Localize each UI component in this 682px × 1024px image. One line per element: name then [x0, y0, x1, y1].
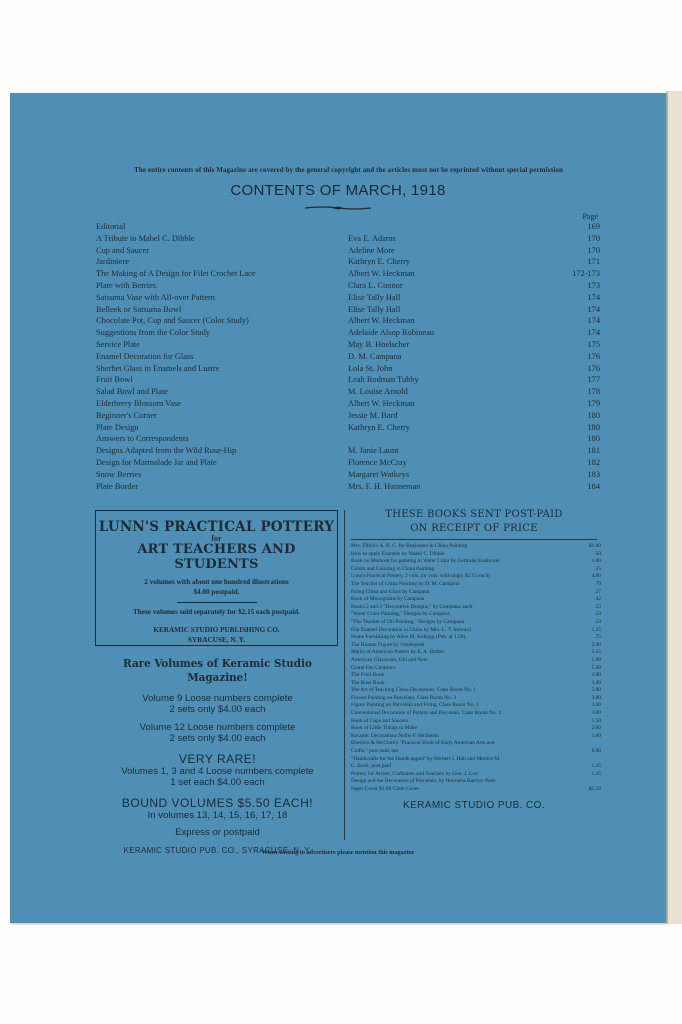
book-price: 3.00: [591, 672, 601, 679]
bound-volumes-heading: BOUND VOLUMES $5.50 EACH!: [121, 796, 314, 810]
contents-title: CONTENTS OF MARCH, 1918: [230, 182, 446, 199]
contents-page: 184: [587, 481, 600, 491]
contents-page: 180: [587, 410, 600, 420]
book-item: [347, 748, 601, 756]
contents-page: 174: [587, 292, 600, 302]
book-price: 3.00: [591, 710, 601, 717]
book-price: 5.00: [591, 664, 601, 671]
book-title: Home Furnishing by Alice M. Kellogg (Pub. at 1.50): [351, 634, 466, 641]
contents-row: [96, 304, 600, 316]
rare-heading: Rare Volumes of Keramic Studio Magazine!: [123, 656, 312, 684]
contents-title: Snow Berries: [96, 469, 142, 479]
book-price: 2.00: [591, 641, 601, 648]
book-price: 3.00: [591, 679, 601, 686]
book-price: .50: [594, 550, 601, 557]
book-item: [347, 634, 601, 642]
contents-author: Eva E. Adams: [348, 233, 396, 243]
contents-row: [96, 386, 600, 398]
contents-title: Belleek or Satsuma Bowl: [96, 304, 182, 314]
book-title: Figure Painting on Porcelain and Firing, Class Room No. 3: [351, 702, 479, 709]
contents-author: Lola St. John: [348, 363, 393, 373]
book-title: The Human Figure by Vanderpoel: [351, 641, 425, 648]
contents-author: Margaret Watkeys: [348, 469, 410, 479]
book-item: [347, 649, 601, 657]
contents-page: 174: [587, 304, 600, 314]
book-title: Book of Cups and Saucers: [351, 717, 409, 724]
contents-row: [96, 245, 600, 257]
book-title: Book of Little Things to Make: [351, 725, 417, 732]
contents-row: [96, 398, 600, 410]
contents-page: 180: [587, 434, 600, 444]
contents-author: M. Janie Launt: [348, 446, 399, 456]
book-price: 1.35: [591, 763, 601, 770]
book-item: [347, 786, 601, 794]
contents-page: 169: [587, 222, 600, 231]
contents-row: [96, 445, 600, 457]
lunn-for: for: [211, 534, 222, 543]
contents-title: Fruit Bowl: [96, 375, 133, 385]
contents-row: [96, 315, 600, 327]
contents-title: Service Plate: [96, 339, 140, 349]
vol134-line2: 1 set each $4.00 each: [170, 777, 265, 788]
book-title: Flower Painting on Porcelain, Class Room No. 2: [351, 694, 457, 701]
vol9-line1: Volume 9 Loose numbers complete: [142, 693, 293, 704]
contents-author: Mrs. F. H. Hanneman: [348, 481, 421, 491]
book-item: [347, 672, 601, 680]
contents-row: [96, 457, 600, 469]
magazine-page: [10, 93, 666, 923]
contents-row: [96, 422, 600, 434]
very-rare-heading: VERY RARE!: [178, 752, 257, 766]
book-title: Mrs. Filkin's A. B. C. for Beginners in China Painting: [351, 543, 468, 549]
book-title: Marks of American Potters by E. A. Barber: [351, 649, 445, 656]
book-item: [347, 756, 601, 764]
contents-page: 176: [587, 363, 600, 373]
book-title: The Teacher of China Painting by D. M. Campana: [351, 580, 460, 587]
contents-author: Kathryn E. Cherry: [348, 257, 411, 267]
contents-page: 181: [587, 446, 600, 456]
contents-author: May B. Hoelscher: [348, 339, 410, 349]
contents-title: Sherbet Glass in Enamels and Lustre: [96, 363, 220, 373]
contents-title: Answers to Correspondents: [96, 434, 189, 444]
contents-page: 180: [587, 422, 600, 432]
book-price: .42: [594, 596, 601, 603]
contents-row: [96, 280, 600, 292]
book-price: 1.00: [591, 732, 601, 739]
book-price: 2.00: [591, 725, 601, 732]
book-title: Colors and Coloring in China Painting: [351, 565, 435, 572]
contents-title: Suggestions from the Color Study: [96, 328, 210, 338]
contents-row: [96, 292, 600, 304]
lunn-volumes: 2 volumes with about one hundred illustrations: [144, 578, 289, 586]
contents-row: [96, 327, 600, 339]
copyright-notice: The entire contents of this Magazine are covered by the general copyright and the articles must not be reprinted without special permission: [134, 166, 563, 174]
book-title: Book of Monograms by Campana: [351, 596, 425, 603]
lunn-publisher: KERAMIC STUDIO PUBLISHING CO.: [153, 626, 280, 634]
book-title: The Rose Book: [351, 679, 385, 686]
vol12-line2: 2 sets only $4.00 each: [169, 733, 266, 744]
contents-row: [96, 410, 600, 422]
contents-author: Leah Rodman Tubby: [348, 375, 419, 385]
contents-title: Design for Marmalade Jar and Plate: [96, 457, 217, 467]
book-item: [347, 581, 601, 589]
contents-page: 179: [587, 398, 600, 408]
contents-page: 173: [587, 280, 600, 290]
rare-publisher: KERAMIC STUDIO PUB. CO., SYRACUSE, N. Y.: [123, 846, 312, 855]
contents-row: [96, 268, 600, 280]
contents-title: Designs Adapted from the Wild Rose-Hip: [96, 446, 237, 456]
book-title: Book on Methods for painting in Water Color by Gertrude Estabrook: [351, 558, 500, 565]
lunn-divider: [177, 602, 257, 603]
contents-row: [96, 339, 600, 351]
contents-author: Adelaide Alsop Robineau: [348, 328, 435, 338]
book-item: [347, 573, 601, 581]
book-price: 1.35: [591, 770, 601, 777]
book-price: .79: [594, 580, 601, 587]
book-item: [347, 627, 601, 635]
vol12-line1: Volume 12 Loose numbers complete: [139, 722, 296, 733]
book-price: 1.50: [591, 717, 601, 724]
book-item: [347, 657, 601, 665]
book-item: [347, 725, 601, 733]
contents-author: Albert W. Heckman: [348, 316, 415, 326]
lunn-title: LUNN'S PRACTICAL POTTERY: [98, 519, 335, 535]
contents-author: Jessie M. Bard: [348, 410, 398, 420]
books-rule: [351, 539, 597, 540]
book-price: .53: [594, 611, 601, 618]
book-price: .27: [594, 588, 601, 595]
book-item: [347, 619, 601, 627]
book-title: Crafts," post paid, net: [351, 748, 398, 755]
book-title: Eberlein & McClure's "Practical Book of Early American Arts and: [351, 740, 495, 747]
books-advertisement: [347, 508, 601, 811]
contents-page: 170: [587, 245, 600, 255]
contents-title: Cup and Saucer: [96, 245, 150, 255]
bound-volumes-list: In volumes 13, 14, 15, 16, 17, 18: [147, 810, 288, 821]
contents-author: Florence McCray: [348, 457, 407, 467]
rare-volumes-ad: [95, 656, 340, 855]
contents-row: [96, 256, 600, 268]
book-item: [347, 604, 601, 612]
book-item: [347, 763, 601, 771]
books-publisher: KERAMIC STUDIO PUB. CO.: [403, 799, 545, 811]
books-heading-1: THESE BOOKS SENT POST-PAID: [385, 509, 563, 520]
book-title: Lunn's Practical Pottery, 2 vols. (or vols. sold singly $2.15 each): [351, 573, 490, 580]
book-title: Paper Cover $1.00 Cloth Cover: [351, 786, 420, 792]
book-item: [347, 710, 601, 718]
book-price: 4.00: [591, 573, 601, 580]
book-price: 1.00: [591, 558, 601, 565]
express-line: Express or postpaid: [175, 827, 260, 838]
contents-page: 177: [587, 375, 600, 385]
contents-author: Elise Tally Hall: [348, 292, 401, 302]
lunn-separate: These volumes sold separately for $2.15 each postpaid.: [133, 608, 300, 616]
contents-page: 178: [587, 387, 600, 397]
column-divider: [344, 510, 345, 840]
contents-row: [96, 221, 600, 233]
book-price: 2.25: [591, 649, 601, 656]
book-price: 3.00: [591, 694, 601, 701]
contents-title: Jardiniere: [96, 257, 130, 267]
contents-author: M. Louise Arnold: [348, 387, 408, 397]
book-price: .53: [594, 603, 601, 610]
book-title: How to apply Enamels by Mabel C. Dibble: [351, 550, 445, 557]
contents-page: 174: [587, 328, 600, 338]
contents-page: 172-173: [572, 269, 600, 279]
book-title: "Handicrafts for the Handicapped" by Herbert J. Hall and Mertice M.: [351, 755, 501, 762]
contents-title: Chocolate Pot, Cup and Saucer (Color Study): [96, 316, 249, 326]
lunn-subtitle: ART TEACHERS AND STUDENTS: [137, 542, 296, 572]
contents-title: Plate Border: [96, 481, 139, 491]
book-title: Pottery for Artists, Craftsmen and Teachers by Geo. J. Cox: [351, 770, 478, 777]
contents-page: 176: [587, 351, 600, 361]
contents-title: A Tribute to Mabel C. Dibble: [96, 233, 195, 243]
title-ornament: [303, 204, 373, 212]
contents-list: [96, 221, 600, 492]
page-column-header: Page: [582, 212, 598, 221]
book-item: [347, 687, 601, 695]
contents-row: [96, 469, 600, 481]
book-title: Keramic Decorations Nellie F. McIntosh: [351, 732, 439, 739]
book-title: Grand Feu Ceramics: [351, 664, 396, 671]
contents-page: 182: [587, 457, 600, 467]
contents-page: 183: [587, 469, 600, 479]
book-price: 3.00: [591, 687, 601, 694]
lunn-price: $4.00 postpaid.: [193, 588, 240, 596]
contents-author: D. M. Campana: [348, 351, 402, 361]
contents-title: Editorial: [96, 222, 126, 231]
book-price: $1.00: [588, 543, 601, 549]
book-title: "Water Color Painting," Designs by Campana: [351, 611, 450, 618]
book-title: "The Teacher of Oil Painting," Designs by Campana: [351, 618, 464, 625]
book-price: .75: [594, 634, 601, 641]
book-price: 6.00: [591, 748, 601, 755]
contents-author: Albert W. Heckman: [348, 269, 415, 279]
book-title: The Fruit Book: [351, 672, 385, 679]
footer-note: When writing to advertisers please mention this magazine: [261, 849, 415, 856]
book-item: [347, 702, 601, 710]
contents-author: Clara L. Connor: [348, 280, 403, 290]
contents-page: 174: [587, 316, 600, 326]
contents-author: Elise Tally Hall: [348, 304, 401, 314]
contents-author: Albert W. Heckman: [348, 398, 415, 408]
contents-author: Kathryn E. Cherry: [348, 422, 411, 432]
book-price: .25: [594, 565, 601, 572]
contents-title: Salad Bowl and Plate: [96, 387, 168, 397]
contents-title: Beginner's Corner: [96, 410, 157, 420]
book-price: 1.25: [591, 626, 601, 633]
lunn-advertisement: [95, 510, 338, 646]
book-item: [347, 611, 601, 619]
book-item: [347, 596, 601, 604]
book-item: [347, 778, 601, 786]
contents-title: Plate with Berries: [96, 280, 157, 290]
contents-title: Satsuma Vase with All-over Pattern: [96, 292, 215, 302]
book-item: [347, 695, 601, 703]
contents-row: [96, 481, 600, 493]
book-title: American Glassware, Old and New: [351, 656, 428, 663]
adjacent-page-edge: [666, 91, 682, 924]
vol134-line1: Volumes 1, 3 and 4 Loose numbers complete: [121, 766, 314, 777]
book-price: .53: [594, 618, 601, 625]
book-price: 3.00: [591, 702, 601, 709]
vol9-line2: 2 sets only $4.00 each: [169, 704, 266, 715]
book-title: C. Buck, post paid: [351, 763, 391, 770]
book-price: 1.00: [591, 656, 601, 663]
contents-row: [96, 351, 600, 363]
book-title: Flat Enamel Decoration in China by Mrs. L. T. Steward: [351, 626, 471, 633]
contents-title: Elderberry Blossom Vase: [96, 398, 181, 408]
contents-title: The Making of A Design for Filet Crochet Lace: [96, 269, 256, 279]
book-title: The Art of Teaching China Decoration, Class Room No. 1: [351, 687, 477, 694]
book-title: Books 2 and 3 "Decorative Designs," by Campana, each: [351, 603, 473, 610]
lunn-city: SYRACUSE, N. Y.: [187, 636, 246, 644]
contents-page: 170: [587, 233, 600, 243]
adjacent-page-shadow: [666, 91, 668, 924]
book-title: Firing China and Glass by Campana: [351, 588, 430, 595]
contents-row: [96, 233, 600, 245]
contents-title: Plate Design: [96, 422, 139, 432]
contents-title: Enamel Decoration for Glass: [96, 351, 194, 361]
book-title: Conventional Decoration of Pottery and Porcelain, Class Room No. 4: [351, 710, 502, 717]
contents-page: 175: [587, 339, 600, 349]
books-list: [347, 543, 601, 794]
contents-row: [96, 374, 600, 386]
contents-row: [96, 363, 600, 375]
book-title: Design and the Decoration of Porcelain, by Henrietta Barclay Paist: [351, 778, 496, 785]
contents-page: 171: [587, 257, 600, 267]
books-heading-2: ON RECEIPT OF PRICE: [410, 523, 538, 534]
book-item: [347, 740, 601, 748]
book-item: [347, 558, 601, 566]
book-item: [347, 665, 601, 673]
book-item: [347, 543, 601, 551]
contents-row: [96, 433, 600, 445]
book-price: $2.50: [588, 786, 601, 792]
contents-author: Adeline More: [348, 245, 395, 255]
